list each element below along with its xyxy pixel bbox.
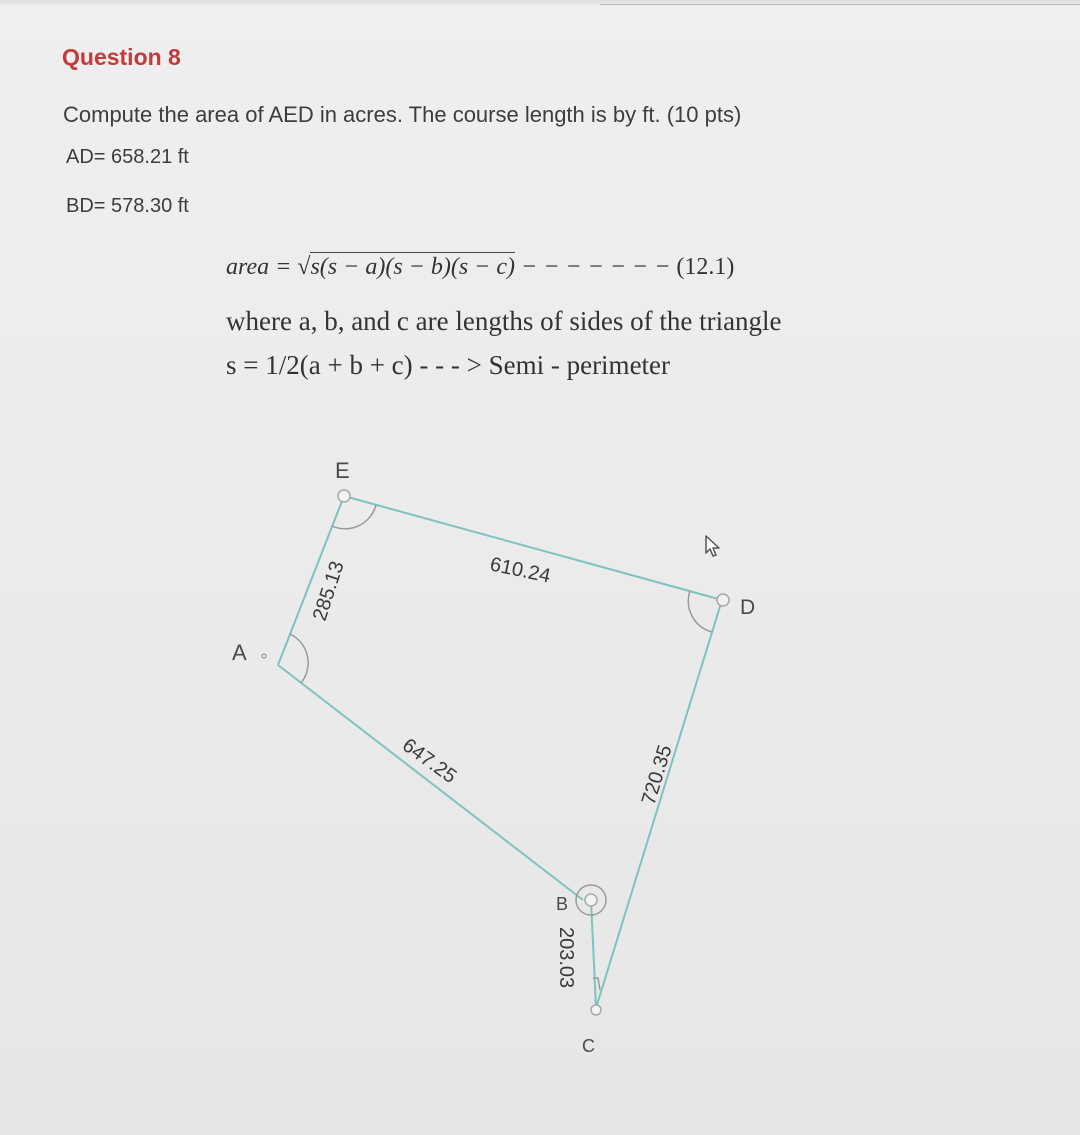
- label-b: B: [556, 894, 569, 914]
- point-c-marker: [591, 1005, 601, 1015]
- sqrt-sign: √: [297, 254, 311, 280]
- point-b-marker: [585, 894, 597, 906]
- area-lhs: area =: [226, 254, 298, 280]
- point-e-marker: [338, 490, 350, 502]
- line-ab: [278, 665, 583, 900]
- label-e: E: [335, 458, 350, 483]
- length-bc: 203.03: [555, 927, 577, 989]
- mouse-pointer-icon: [702, 534, 724, 558]
- length-ed: 610.24: [487, 553, 553, 588]
- length-ab: 647.25: [398, 734, 461, 789]
- area-radicand: s(s − a)(s − b)(s − c): [310, 254, 516, 280]
- length-ae: 285.13: [308, 558, 349, 624]
- line-bc: [591, 900, 596, 1008]
- area-dashes: − − − − − − −: [515, 254, 677, 280]
- given-bd: BD= 578.30 ft: [66, 195, 189, 217]
- semi-perimeter-text: s = 1/2(a + b + c) - - - > Semi - perimeter: [226, 350, 671, 380]
- given-ad: AD= 658.21 ft: [66, 146, 189, 168]
- question-title: Question 8: [62, 44, 181, 70]
- label-d: D: [740, 596, 756, 619]
- equation-number: (12.1): [676, 254, 735, 280]
- label-c: C: [582, 1036, 595, 1056]
- label-a: A: [232, 640, 247, 665]
- point-d-marker: [717, 594, 729, 606]
- point-a-marker: [262, 654, 266, 658]
- where-text: where a, b, and c are lengths of sides of the triangle: [226, 306, 782, 336]
- question-prompt: Compute the area of AED in acres. The course length is by ft. (10 pts): [63, 102, 742, 127]
- length-dc: 720.35: [637, 742, 677, 808]
